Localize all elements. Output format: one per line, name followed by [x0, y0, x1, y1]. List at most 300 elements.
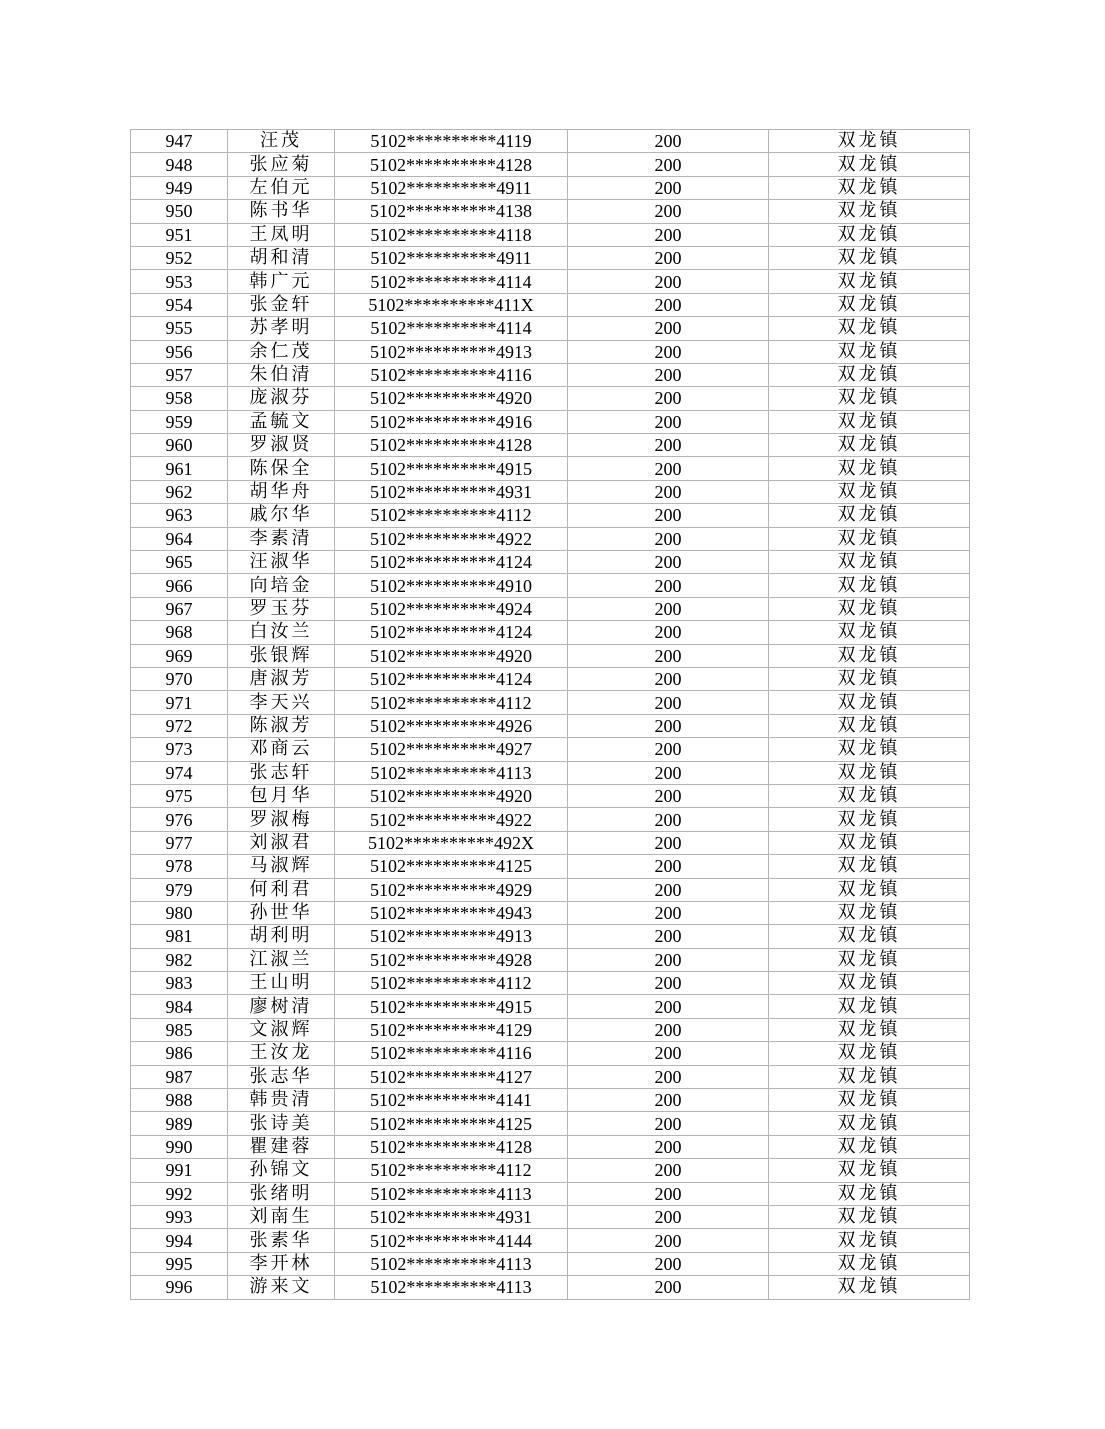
id-number-cell: 5102**********4141: [335, 1089, 568, 1112]
person-name-cell: 江淑兰: [228, 948, 335, 971]
amount-cell: 200: [568, 457, 769, 480]
town-cell: 双龙镇: [769, 1089, 970, 1112]
amount-cell: 200: [568, 878, 769, 901]
row-number-cell: 978: [131, 855, 228, 878]
table-row: [131, 667, 970, 690]
table-row: [131, 480, 970, 503]
amount-cell: 200: [568, 948, 769, 971]
person-name-cell: 孙锦文: [228, 1159, 335, 1182]
person-name-cell: 韩广元: [228, 270, 335, 293]
amount-cell: 200: [568, 574, 769, 597]
amount-cell: 200: [568, 644, 769, 667]
person-name-cell: 廖树清: [228, 995, 335, 1018]
town-cell: 双龙镇: [769, 200, 970, 223]
id-number-cell: 5102**********4920: [335, 387, 568, 410]
row-number-cell: 979: [131, 878, 228, 901]
id-number-cell: 5102**********4920: [335, 644, 568, 667]
town-cell: 双龙镇: [769, 246, 970, 269]
id-number-cell: 5102**********4113: [335, 1252, 568, 1275]
town-cell: 双龙镇: [769, 667, 970, 690]
table-row: [131, 410, 970, 433]
amount-cell: 200: [568, 1042, 769, 1065]
person-name-cell: 张应菊: [228, 153, 335, 176]
row-number-cell: 950: [131, 200, 228, 223]
id-number-cell: 5102**********4920: [335, 784, 568, 807]
table-row: [131, 1276, 970, 1299]
amount-cell: 200: [568, 1205, 769, 1228]
town-cell: 双龙镇: [769, 1042, 970, 1065]
amount-cell: 200: [568, 504, 769, 527]
person-name-cell: 戚尔华: [228, 504, 335, 527]
table-row: [131, 317, 970, 340]
id-number-cell: 5102**********4125: [335, 855, 568, 878]
table-row: [131, 434, 970, 457]
table-row: [131, 363, 970, 386]
id-number-cell: 5102**********4129: [335, 1018, 568, 1041]
row-number-cell: 962: [131, 480, 228, 503]
table-row: [131, 1112, 970, 1135]
table-row: [131, 223, 970, 246]
row-number-cell: 973: [131, 738, 228, 761]
row-number-cell: 951: [131, 223, 228, 246]
row-number-cell: 981: [131, 925, 228, 948]
row-number-cell: 953: [131, 270, 228, 293]
person-name-cell: 陈保全: [228, 457, 335, 480]
table-row: [131, 714, 970, 737]
town-cell: 双龙镇: [769, 293, 970, 316]
amount-cell: 200: [568, 363, 769, 386]
table-row: [131, 597, 970, 620]
amount-cell: 200: [568, 130, 769, 153]
person-name-cell: 罗淑梅: [228, 808, 335, 831]
table-row: [131, 948, 970, 971]
id-number-cell: 5102**********4114: [335, 270, 568, 293]
person-name-cell: 文淑辉: [228, 1018, 335, 1041]
table-row: [131, 457, 970, 480]
table-row: [131, 808, 970, 831]
id-number-cell: 5102**********4128: [335, 1135, 568, 1158]
id-number-cell: 5102**********4913: [335, 340, 568, 363]
row-number-cell: 949: [131, 176, 228, 199]
town-cell: 双龙镇: [769, 597, 970, 620]
town-cell: 双龙镇: [769, 831, 970, 854]
amount-cell: 200: [568, 831, 769, 854]
id-number-cell: 5102**********4116: [335, 1042, 568, 1065]
row-number-cell: 994: [131, 1229, 228, 1252]
id-number-cell: 5102**********4924: [335, 597, 568, 620]
row-number-cell: 965: [131, 551, 228, 574]
table-row: [131, 925, 970, 948]
amount-cell: 200: [568, 480, 769, 503]
person-name-cell: 胡和清: [228, 246, 335, 269]
amount-cell: 200: [568, 1089, 769, 1112]
amount-cell: 200: [568, 317, 769, 340]
id-number-cell: 5102**********4113: [335, 1276, 568, 1299]
person-name-cell: 瞿建蓉: [228, 1135, 335, 1158]
table-row: [131, 246, 970, 269]
person-name-cell: 张素华: [228, 1229, 335, 1252]
table-row: [131, 504, 970, 527]
town-cell: 双龙镇: [769, 1112, 970, 1135]
row-number-cell: 976: [131, 808, 228, 831]
id-number-cell: 5102**********4927: [335, 738, 568, 761]
table-row: [131, 1042, 970, 1065]
id-number-cell: 5102**********4922: [335, 527, 568, 550]
id-number-cell: 5102**********4113: [335, 1182, 568, 1205]
row-number-cell: 985: [131, 1018, 228, 1041]
person-name-cell: 王凤明: [228, 223, 335, 246]
id-number-cell: 5102**********4112: [335, 1159, 568, 1182]
table-row: [131, 1159, 970, 1182]
town-cell: 双龙镇: [769, 574, 970, 597]
table-row: [131, 855, 970, 878]
town-cell: 双龙镇: [769, 621, 970, 644]
row-number-cell: 972: [131, 714, 228, 737]
amount-cell: 200: [568, 1229, 769, 1252]
id-number-cell: 5102**********4931: [335, 480, 568, 503]
amount-cell: 200: [568, 1065, 769, 1088]
amount-cell: 200: [568, 434, 769, 457]
person-name-cell: 李素清: [228, 527, 335, 550]
id-number-cell: 5102**********4116: [335, 363, 568, 386]
town-cell: 双龙镇: [769, 855, 970, 878]
row-number-cell: 974: [131, 761, 228, 784]
person-name-cell: 陈淑芳: [228, 714, 335, 737]
town-cell: 双龙镇: [769, 480, 970, 503]
table-row: [131, 1089, 970, 1112]
table-row: [131, 1065, 970, 1088]
id-number-cell: 5102**********4127: [335, 1065, 568, 1088]
amount-cell: 200: [568, 293, 769, 316]
table-row: [131, 972, 970, 995]
id-number-cell: 5102**********4124: [335, 551, 568, 574]
town-cell: 双龙镇: [769, 1018, 970, 1041]
table-row: [131, 293, 970, 316]
row-number-cell: 990: [131, 1135, 228, 1158]
id-number-cell: 5102**********4943: [335, 901, 568, 924]
town-cell: 双龙镇: [769, 387, 970, 410]
amount-cell: 200: [568, 784, 769, 807]
table-row: [131, 621, 970, 644]
row-number-cell: 971: [131, 691, 228, 714]
amount-cell: 200: [568, 972, 769, 995]
table-row: [131, 738, 970, 761]
table-row: [131, 784, 970, 807]
amount-cell: 200: [568, 1112, 769, 1135]
row-number-cell: 993: [131, 1205, 228, 1228]
id-number-cell: 5102**********4915: [335, 995, 568, 1018]
amount-cell: 200: [568, 808, 769, 831]
amount-cell: 200: [568, 925, 769, 948]
row-number-cell: 970: [131, 667, 228, 690]
person-name-cell: 罗玉芬: [228, 597, 335, 620]
id-number-cell: 5102**********4916: [335, 410, 568, 433]
amount-cell: 200: [568, 223, 769, 246]
person-name-cell: 胡华舟: [228, 480, 335, 503]
town-cell: 双龙镇: [769, 434, 970, 457]
person-name-cell: 刘淑君: [228, 831, 335, 854]
town-cell: 双龙镇: [769, 714, 970, 737]
town-cell: 双龙镇: [769, 761, 970, 784]
row-number-cell: 996: [131, 1276, 228, 1299]
row-number-cell: 961: [131, 457, 228, 480]
amount-cell: 200: [568, 527, 769, 550]
person-name-cell: 王汝龙: [228, 1042, 335, 1065]
town-cell: 双龙镇: [769, 317, 970, 340]
amount-cell: 200: [568, 200, 769, 223]
id-number-cell: 5102**********4112: [335, 972, 568, 995]
id-number-cell: 5102**********4911: [335, 176, 568, 199]
table-row: [131, 901, 970, 924]
row-number-cell: 983: [131, 972, 228, 995]
id-number-cell: 5102**********4112: [335, 691, 568, 714]
table-row: [131, 527, 970, 550]
person-name-cell: 陈书华: [228, 200, 335, 223]
person-name-cell: 张志轩: [228, 761, 335, 784]
table-row: [131, 644, 970, 667]
town-cell: 双龙镇: [769, 153, 970, 176]
id-number-cell: 5102**********4915: [335, 457, 568, 480]
person-name-cell: 何利君: [228, 878, 335, 901]
person-name-cell: 张金轩: [228, 293, 335, 316]
subsidy-roster-table: [130, 129, 970, 1300]
table-row: [131, 831, 970, 854]
row-number-cell: 969: [131, 644, 228, 667]
table-row: [131, 1018, 970, 1041]
amount-cell: 200: [568, 270, 769, 293]
amount-cell: 200: [568, 246, 769, 269]
table-row: [131, 995, 970, 1018]
id-number-cell: 5102**********4119: [335, 130, 568, 153]
amount-cell: 200: [568, 901, 769, 924]
id-number-cell: 5102**********4910: [335, 574, 568, 597]
person-name-cell: 汪淑华: [228, 551, 335, 574]
id-number-cell: 5102**********4931: [335, 1205, 568, 1228]
person-name-cell: 白汝兰: [228, 621, 335, 644]
town-cell: 双龙镇: [769, 878, 970, 901]
amount-cell: 200: [568, 1252, 769, 1275]
person-name-cell: 孙世华: [228, 901, 335, 924]
town-cell: 双龙镇: [769, 808, 970, 831]
amount-cell: 200: [568, 597, 769, 620]
row-number-cell: 982: [131, 948, 228, 971]
table-row: [131, 270, 970, 293]
amount-cell: 200: [568, 176, 769, 199]
person-name-cell: 苏孝明: [228, 317, 335, 340]
row-number-cell: 952: [131, 246, 228, 269]
row-number-cell: 991: [131, 1159, 228, 1182]
roster-table-body: [131, 130, 970, 1300]
table-row: [131, 130, 970, 153]
table-row: [131, 153, 970, 176]
amount-cell: 200: [568, 995, 769, 1018]
person-name-cell: 刘南生: [228, 1205, 335, 1228]
table-row: [131, 1229, 970, 1252]
table-row: [131, 878, 970, 901]
town-cell: 双龙镇: [769, 1252, 970, 1275]
amount-cell: 200: [568, 551, 769, 574]
person-name-cell: 邓商云: [228, 738, 335, 761]
amount-cell: 200: [568, 340, 769, 363]
person-name-cell: 庞淑芬: [228, 387, 335, 410]
town-cell: 双龙镇: [769, 948, 970, 971]
person-name-cell: 朱伯清: [228, 363, 335, 386]
row-number-cell: 992: [131, 1182, 228, 1205]
town-cell: 双龙镇: [769, 901, 970, 924]
person-name-cell: 李天兴: [228, 691, 335, 714]
town-cell: 双龙镇: [769, 972, 970, 995]
town-cell: 双龙镇: [769, 1135, 970, 1158]
person-name-cell: 王山明: [228, 972, 335, 995]
id-number-cell: 5102**********4138: [335, 200, 568, 223]
row-number-cell: 955: [131, 317, 228, 340]
table-row: [131, 340, 970, 363]
person-name-cell: 包月华: [228, 784, 335, 807]
amount-cell: 200: [568, 1182, 769, 1205]
amount-cell: 200: [568, 738, 769, 761]
person-name-cell: 汪茂: [228, 130, 335, 153]
id-number-cell: 5102**********4114: [335, 317, 568, 340]
row-number-cell: 986: [131, 1042, 228, 1065]
row-number-cell: 964: [131, 527, 228, 550]
town-cell: 双龙镇: [769, 223, 970, 246]
amount-cell: 200: [568, 387, 769, 410]
table-row: [131, 691, 970, 714]
table-row: [131, 176, 970, 199]
person-name-cell: 孟毓文: [228, 410, 335, 433]
row-number-cell: 980: [131, 901, 228, 924]
town-cell: 双龙镇: [769, 784, 970, 807]
amount-cell: 200: [568, 1159, 769, 1182]
town-cell: 双龙镇: [769, 130, 970, 153]
row-number-cell: 968: [131, 621, 228, 644]
person-name-cell: 马淑辉: [228, 855, 335, 878]
row-number-cell: 984: [131, 995, 228, 1018]
amount-cell: 200: [568, 855, 769, 878]
person-name-cell: 韩贵清: [228, 1089, 335, 1112]
amount-cell: 200: [568, 153, 769, 176]
table-row: [131, 761, 970, 784]
table-row: [131, 551, 970, 574]
row-number-cell: 959: [131, 410, 228, 433]
row-number-cell: 977: [131, 831, 228, 854]
town-cell: 双龙镇: [769, 1065, 970, 1088]
amount-cell: 200: [568, 761, 769, 784]
town-cell: 双龙镇: [769, 340, 970, 363]
id-number-cell: 5102**********4112: [335, 504, 568, 527]
amount-cell: 200: [568, 1018, 769, 1041]
id-number-cell: 5102**********4913: [335, 925, 568, 948]
row-number-cell: 948: [131, 153, 228, 176]
town-cell: 双龙镇: [769, 527, 970, 550]
person-name-cell: 张志华: [228, 1065, 335, 1088]
person-name-cell: 唐淑芳: [228, 667, 335, 690]
id-number-cell: 5102**********4113: [335, 761, 568, 784]
person-name-cell: 李开林: [228, 1252, 335, 1275]
row-number-cell: 963: [131, 504, 228, 527]
town-cell: 双龙镇: [769, 738, 970, 761]
row-number-cell: 947: [131, 130, 228, 153]
person-name-cell: 张银辉: [228, 644, 335, 667]
amount-cell: 200: [568, 714, 769, 737]
id-number-cell: 5102**********4922: [335, 808, 568, 831]
id-number-cell: 5102**********411X: [335, 293, 568, 316]
row-number-cell: 987: [131, 1065, 228, 1088]
table-row: [131, 574, 970, 597]
row-number-cell: 966: [131, 574, 228, 597]
id-number-cell: 5102**********4929: [335, 878, 568, 901]
amount-cell: 200: [568, 667, 769, 690]
table-row: [131, 387, 970, 410]
row-number-cell: 988: [131, 1089, 228, 1112]
row-number-cell: 989: [131, 1112, 228, 1135]
town-cell: 双龙镇: [769, 925, 970, 948]
id-number-cell: 5102**********492X: [335, 831, 568, 854]
amount-cell: 200: [568, 1276, 769, 1299]
id-number-cell: 5102**********4125: [335, 1112, 568, 1135]
row-number-cell: 975: [131, 784, 228, 807]
id-number-cell: 5102**********4124: [335, 667, 568, 690]
table-row: [131, 1205, 970, 1228]
town-cell: 双龙镇: [769, 551, 970, 574]
table-row: [131, 1182, 970, 1205]
person-name-cell: 余仁茂: [228, 340, 335, 363]
id-number-cell: 5102**********4124: [335, 621, 568, 644]
town-cell: 双龙镇: [769, 457, 970, 480]
table-row: [131, 1252, 970, 1275]
amount-cell: 200: [568, 1135, 769, 1158]
town-cell: 双龙镇: [769, 1159, 970, 1182]
row-number-cell: 960: [131, 434, 228, 457]
amount-cell: 200: [568, 410, 769, 433]
person-name-cell: 张诗美: [228, 1112, 335, 1135]
person-name-cell: 罗淑贤: [228, 434, 335, 457]
id-number-cell: 5102**********4128: [335, 153, 568, 176]
town-cell: 双龙镇: [769, 1205, 970, 1228]
id-number-cell: 5102**********4926: [335, 714, 568, 737]
town-cell: 双龙镇: [769, 1276, 970, 1299]
id-number-cell: 5102**********4911: [335, 246, 568, 269]
table-row: [131, 1135, 970, 1158]
person-name-cell: 游来文: [228, 1276, 335, 1299]
id-number-cell: 5102**********4128: [335, 434, 568, 457]
town-cell: 双龙镇: [769, 1229, 970, 1252]
amount-cell: 200: [568, 621, 769, 644]
person-name-cell: 向培金: [228, 574, 335, 597]
id-number-cell: 5102**********4144: [335, 1229, 568, 1252]
row-number-cell: 956: [131, 340, 228, 363]
town-cell: 双龙镇: [769, 691, 970, 714]
table-row: [131, 200, 970, 223]
row-number-cell: 958: [131, 387, 228, 410]
person-name-cell: 张绪明: [228, 1182, 335, 1205]
town-cell: 双龙镇: [769, 504, 970, 527]
id-number-cell: 5102**********4928: [335, 948, 568, 971]
town-cell: 双龙镇: [769, 410, 970, 433]
town-cell: 双龙镇: [769, 995, 970, 1018]
town-cell: 双龙镇: [769, 270, 970, 293]
town-cell: 双龙镇: [769, 176, 970, 199]
person-name-cell: 胡利明: [228, 925, 335, 948]
person-name-cell: 左伯元: [228, 176, 335, 199]
row-number-cell: 954: [131, 293, 228, 316]
amount-cell: 200: [568, 691, 769, 714]
row-number-cell: 967: [131, 597, 228, 620]
town-cell: 双龙镇: [769, 1182, 970, 1205]
town-cell: 双龙镇: [769, 644, 970, 667]
id-number-cell: 5102**********4118: [335, 223, 568, 246]
row-number-cell: 957: [131, 363, 228, 386]
